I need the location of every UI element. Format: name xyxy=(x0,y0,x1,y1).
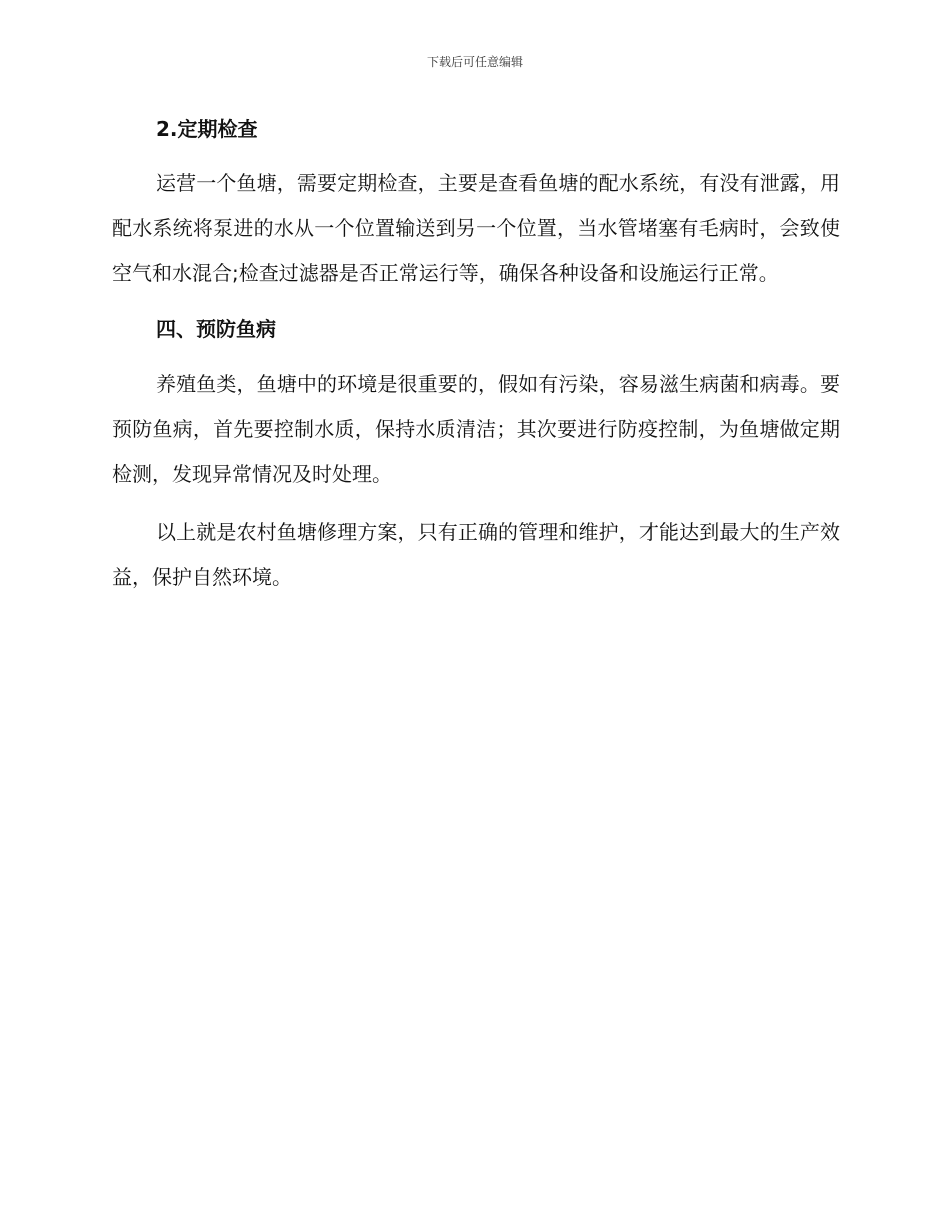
document-body xyxy=(112,112,840,600)
page-header-note: 下载后可任意编辑 xyxy=(426,55,523,69)
paragraph-prevent-fish-disease: 养殖鱼类，鱼塘中的环境是很重要的，假如有污染，容易滋生病菌和病毒。要预防鱼病，首先要控制水质，保持水质清洁；其次要进行防疫控制，为鱼塘做定期检测，发现异常情况及时处理。 xyxy=(112,372,840,486)
paragraph-conclusion: 以上就是农村鱼塘修理方案，只有正确的管理和维护，才能达到最大的生产效益，保护自然环境。 xyxy=(112,520,840,589)
paragraph-periodic-inspection: 运营一个鱼塘，需要定期检查，主要是查看鱼塘的配水系统，有没有泄露，用配水系统将泵进的水从一个位置输送到另一个位置，当水管堵塞有毛病时，会致使空气和水混合;检查过滤器是否正常运行等，确保各种设备和设施运行正常。 xyxy=(112,171,840,285)
section-heading-prevent-fish-disease: 四、预防鱼病 xyxy=(156,317,276,341)
section-heading-periodic-inspection: 2.定期检查 xyxy=(156,117,258,141)
